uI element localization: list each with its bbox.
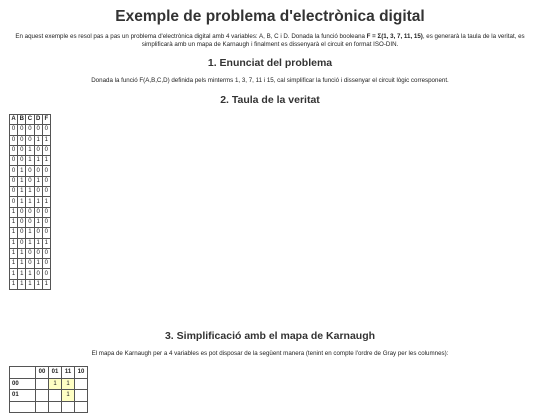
truth-table bbox=[9, 114, 51, 290]
karnaugh-map bbox=[9, 366, 88, 413]
page-title: Exemple de problema d'electrònica digital bbox=[115, 8, 425, 25]
table-row bbox=[10, 187, 51, 197]
table-cell: 1 bbox=[10, 269, 18, 279]
table-cell: 0 bbox=[18, 238, 26, 248]
section1-heading: 1. Enunciat del problema bbox=[207, 57, 333, 69]
table-cell: 1 bbox=[42, 135, 50, 145]
table-cell: 0 bbox=[42, 125, 50, 135]
table-cell: 1 bbox=[18, 259, 26, 269]
truth-table-header bbox=[10, 115, 51, 125]
truth-table-header-cell: D bbox=[34, 115, 42, 125]
table-cell: 1 bbox=[42, 156, 50, 166]
table-cell: 0 bbox=[18, 156, 26, 166]
table-cell: 1 bbox=[26, 269, 34, 279]
table-cell: 1 bbox=[18, 166, 26, 176]
table-cell: 0 bbox=[42, 228, 50, 238]
table-cell: 1 bbox=[10, 207, 18, 217]
table-cell: 1 bbox=[34, 176, 42, 186]
table-cell: 1 bbox=[34, 156, 42, 166]
karnaugh-cell bbox=[49, 390, 62, 402]
karnaugh-cell bbox=[75, 390, 88, 402]
karnaugh-row-header: 00 bbox=[10, 378, 36, 390]
karnaugh-col-header: 11 bbox=[62, 367, 75, 379]
table-cell: 1 bbox=[42, 197, 50, 207]
table-row bbox=[10, 176, 51, 186]
table-cell: 0 bbox=[26, 135, 34, 145]
karnaugh-col-header bbox=[10, 367, 36, 379]
table-cell: 0 bbox=[42, 145, 50, 155]
table-cell: 1 bbox=[34, 217, 42, 227]
table-cell: 0 bbox=[34, 166, 42, 176]
karnaugh-col-header: 10 bbox=[75, 367, 88, 379]
table-cell: 0 bbox=[10, 125, 18, 135]
karnaugh-cell bbox=[36, 378, 49, 390]
truth-table-header-cell: F bbox=[42, 115, 50, 125]
table-cell: 0 bbox=[10, 166, 18, 176]
intro-text: En aquest exemple es resol pas a pas un problema d'electrònica digital amb 4 variables: A, B, C i D. Donada la funció booleana bbox=[15, 33, 367, 40]
table-cell: 0 bbox=[26, 259, 34, 269]
table-row bbox=[10, 269, 51, 279]
table-cell: 0 bbox=[10, 145, 18, 155]
table-cell: 1 bbox=[26, 145, 34, 155]
table-cell: 1 bbox=[26, 238, 34, 248]
table-cell: 1 bbox=[10, 248, 18, 258]
karnaugh-col-header: 01 bbox=[49, 367, 62, 379]
karnaugh-cell bbox=[36, 401, 49, 413]
table-cell: 0 bbox=[34, 125, 42, 135]
table-cell: 0 bbox=[18, 125, 26, 135]
table-cell: 1 bbox=[18, 279, 26, 289]
table-cell: 0 bbox=[18, 228, 26, 238]
section3-heading: 3. Simplificació amb el mapa de Karnaugh bbox=[164, 330, 376, 342]
table-row bbox=[10, 197, 51, 207]
table-row bbox=[10, 156, 51, 166]
table-cell: 1 bbox=[42, 279, 50, 289]
table-cell: 1 bbox=[34, 259, 42, 269]
truth-table-header-cell: B bbox=[18, 115, 26, 125]
table-cell: 0 bbox=[26, 166, 34, 176]
table-cell: 1 bbox=[18, 248, 26, 258]
table-row bbox=[10, 248, 51, 258]
table-row bbox=[10, 207, 51, 217]
table-cell: 0 bbox=[42, 187, 50, 197]
table-cell: 1 bbox=[18, 176, 26, 186]
table-cell: 1 bbox=[34, 279, 42, 289]
table-cell: 0 bbox=[34, 248, 42, 258]
truth-table-header-cell: A bbox=[10, 115, 18, 125]
table-cell: 1 bbox=[42, 238, 50, 248]
karnaugh-cell: 1 bbox=[49, 378, 62, 390]
table-cell: 1 bbox=[18, 197, 26, 207]
table-cell: 1 bbox=[10, 238, 18, 248]
section1-text: Donada la funció F(A,B,C,D) definida pels minterms 1, 3, 7, 11 i 15, cal simplificar la funció i dissenyar el circuit lògic corresponent. bbox=[91, 77, 449, 84]
table-cell: 1 bbox=[34, 135, 42, 145]
section3-text: El mapa de Karnaugh per a 4 variables es pot disposar de la següent manera (tenint en compte l'ordre de Gray per les columnes): bbox=[91, 350, 449, 357]
table-cell: 0 bbox=[34, 228, 42, 238]
table-cell: 0 bbox=[34, 187, 42, 197]
table-cell: 0 bbox=[42, 259, 50, 269]
table-cell: 0 bbox=[26, 207, 34, 217]
karnaugh-row-header bbox=[10, 401, 36, 413]
table-cell: 0 bbox=[18, 135, 26, 145]
table-row bbox=[10, 145, 51, 155]
table-row bbox=[10, 259, 51, 269]
karnaugh-header bbox=[10, 367, 88, 379]
karnaugh-cell: 1 bbox=[62, 390, 75, 402]
karnaugh-cell bbox=[75, 378, 88, 390]
table-row bbox=[10, 125, 51, 135]
table-cell: 0 bbox=[42, 217, 50, 227]
karnaugh-row bbox=[10, 378, 88, 390]
truth-table-header-cell: C bbox=[26, 115, 34, 125]
karnaugh-row bbox=[10, 401, 88, 413]
table-row bbox=[10, 228, 51, 238]
table-cell: 1 bbox=[10, 228, 18, 238]
table-cell: 1 bbox=[26, 228, 34, 238]
table-cell: 0 bbox=[34, 269, 42, 279]
table-cell: 1 bbox=[26, 197, 34, 207]
table-cell: 0 bbox=[26, 125, 34, 135]
table-cell: 0 bbox=[42, 269, 50, 279]
table-cell: 0 bbox=[18, 207, 26, 217]
karnaugh-row bbox=[10, 390, 88, 402]
karnaugh-cell bbox=[62, 401, 75, 413]
table-cell: 0 bbox=[10, 135, 18, 145]
table-cell: 0 bbox=[10, 176, 18, 186]
karnaugh-cell bbox=[75, 401, 88, 413]
section2-heading: 2. Taula de la veritat bbox=[220, 94, 320, 106]
table-cell: 0 bbox=[18, 217, 26, 227]
table-cell: 1 bbox=[26, 279, 34, 289]
table-cell: 0 bbox=[10, 187, 18, 197]
table-cell: 0 bbox=[42, 207, 50, 217]
table-cell: 0 bbox=[34, 145, 42, 155]
table-cell: 0 bbox=[10, 197, 18, 207]
table-cell: 1 bbox=[10, 217, 18, 227]
table-cell: 0 bbox=[42, 248, 50, 258]
karnaugh-row-header: 01 bbox=[10, 390, 36, 402]
table-cell: 1 bbox=[18, 269, 26, 279]
table-cell: 1 bbox=[10, 259, 18, 269]
table-cell: 0 bbox=[34, 207, 42, 217]
karnaugh-cell: 1 bbox=[62, 378, 75, 390]
karnaugh-cell bbox=[36, 390, 49, 402]
table-cell: 1 bbox=[26, 187, 34, 197]
intro-formula: F = Σ(1, 3, 7, 11, 15) bbox=[366, 33, 423, 40]
table-cell: 0 bbox=[26, 248, 34, 258]
table-cell: 0 bbox=[18, 145, 26, 155]
table-cell: 0 bbox=[10, 156, 18, 166]
table-cell: 0 bbox=[26, 217, 34, 227]
table-row bbox=[10, 279, 51, 289]
table-row bbox=[10, 166, 51, 176]
truth-table-body bbox=[10, 125, 51, 290]
table-cell: 1 bbox=[34, 197, 42, 207]
table-row bbox=[10, 217, 51, 227]
table-row bbox=[10, 135, 51, 145]
table-cell: 0 bbox=[42, 166, 50, 176]
table-cell: 1 bbox=[18, 187, 26, 197]
table-cell: 0 bbox=[26, 176, 34, 186]
table-cell: 1 bbox=[26, 156, 34, 166]
table-cell: 1 bbox=[34, 238, 42, 248]
table-cell: 1 bbox=[10, 279, 18, 289]
intro-paragraph bbox=[8, 33, 532, 49]
table-cell: 0 bbox=[42, 176, 50, 186]
karnaugh-body bbox=[10, 378, 88, 413]
karnaugh-col-header: 00 bbox=[36, 367, 49, 379]
karnaugh-cell bbox=[49, 401, 62, 413]
intro-text-end: , es generarà la taula de la veritat, es simplificarà amb un mapa de Karnaugh i finalment es dissenyarà el circuit en format ISO-DIN. bbox=[141, 33, 525, 48]
table-row bbox=[10, 238, 51, 248]
